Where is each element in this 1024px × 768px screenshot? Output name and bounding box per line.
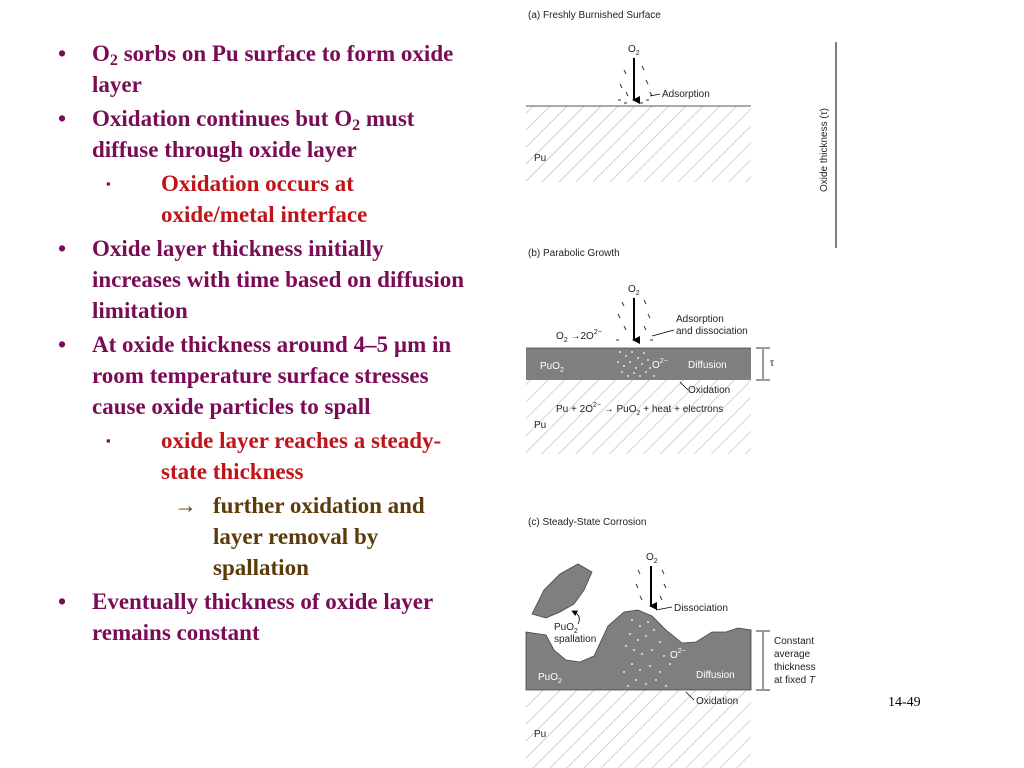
bullet-marker: • <box>58 236 67 261</box>
bullet-text: Oxidation continues but O <box>92 106 353 131</box>
oxidation-label: Oxidation <box>688 385 731 396</box>
bullet-marker: • <box>58 332 67 357</box>
bullet-text: must diffuse through oxide layer <box>92 106 415 162</box>
o2-label: $O_2$ <box>628 284 640 297</box>
panel-a-title: (a) Freshly Burnished Surface <box>528 10 661 21</box>
pu-metal-hatch <box>526 106 751 182</box>
subscript: 2 <box>352 117 361 135</box>
constant-label-2: average <box>774 649 811 660</box>
bullet-item <box>52 329 472 422</box>
pu-label: Pu <box>534 729 547 740</box>
bullet-text: O <box>92 41 110 66</box>
subscript: 2 <box>109 52 118 70</box>
puo2-label: PuO$_2$ <box>540 361 564 374</box>
bullet-text: Eventually thickness of oxide layer remains constant <box>92 589 433 645</box>
reaction-oxidation: $Pu + 2O^{2-} \to PuO_2$ + heat + electrons <box>556 402 724 417</box>
bullet-item <box>52 103 472 165</box>
bullet-marker: • <box>58 41 67 66</box>
page-number: 14-49 <box>888 695 921 710</box>
axis-label: Oxide thickness (τ) <box>819 108 830 192</box>
spallation-label-2: spallation <box>554 634 597 645</box>
bullet-list <box>52 38 472 651</box>
oxidation-label: Oxidation <box>696 696 739 707</box>
bullet-marker: • <box>58 106 67 131</box>
spalled-particle <box>532 564 592 618</box>
spallation-label: PuO$_2$ <box>554 622 578 635</box>
bullet-item <box>52 586 472 648</box>
constant-label-1: Constant <box>774 636 815 647</box>
panel-b-title: (b) Parabolic Growth <box>528 248 620 259</box>
bullet-text: At oxide thickness around 4–5 µm in room temperature surface stresses cause oxide particles to spall <box>92 332 452 419</box>
panel-c <box>526 517 816 768</box>
dissociation-label: Dissociation <box>674 603 728 614</box>
adsorption-label: Adsorption <box>662 89 710 100</box>
bullet-text: sorbs on Pu surface to form oxide layer <box>92 41 454 97</box>
puo2-label: PuO$_2$ <box>538 672 562 685</box>
o2-ion-label: $O^{2-}$ <box>670 648 686 661</box>
bullet-marker: ▪ <box>106 176 111 191</box>
dissociation-label: and dissociation <box>676 326 748 337</box>
bullet-text: Oxidation occurs at oxide/metal interface <box>161 171 368 227</box>
pu-label: Pu <box>534 153 547 164</box>
bullet-text: oxide layer reaches a steady-state thickness <box>161 428 442 484</box>
constant-label-3: thickness <box>774 662 816 673</box>
bullet-marker: → <box>174 493 197 518</box>
o2-label: $O_2$ <box>628 44 640 57</box>
bullet-text: further oxidation and layer removal by spallation <box>213 493 425 580</box>
bullet-item <box>52 168 472 230</box>
reaction-dissociation: $O_2 \to 2O^{2-}$ <box>556 329 602 344</box>
panel-b <box>526 248 774 454</box>
pu-label: Pu <box>534 420 547 431</box>
diffusion-label: Diffusion <box>688 360 727 371</box>
panel-a <box>526 10 836 248</box>
plutonium-oxidation-figure <box>520 0 840 768</box>
adsorption-label: Adsorption <box>676 314 724 325</box>
o2-ion-label: $O^{2-}$ <box>652 358 668 371</box>
bullet-item <box>52 233 472 326</box>
constant-label-4: at fixed T <box>774 675 816 686</box>
bullet-marker: ▪ <box>106 433 111 448</box>
o2-label: $O_2$ <box>646 552 658 565</box>
tau-label: τ <box>770 358 774 369</box>
panel-c-title: (c) Steady-State Corrosion <box>528 517 647 528</box>
bullet-item <box>52 38 472 100</box>
bullet-item <box>52 425 472 487</box>
bullet-text: Oxide layer thickness initially increases with time based on diffusion limitation <box>92 236 465 323</box>
bullet-marker: • <box>58 589 67 614</box>
bullet-item <box>52 490 472 583</box>
diffusion-label: Diffusion <box>696 670 735 681</box>
